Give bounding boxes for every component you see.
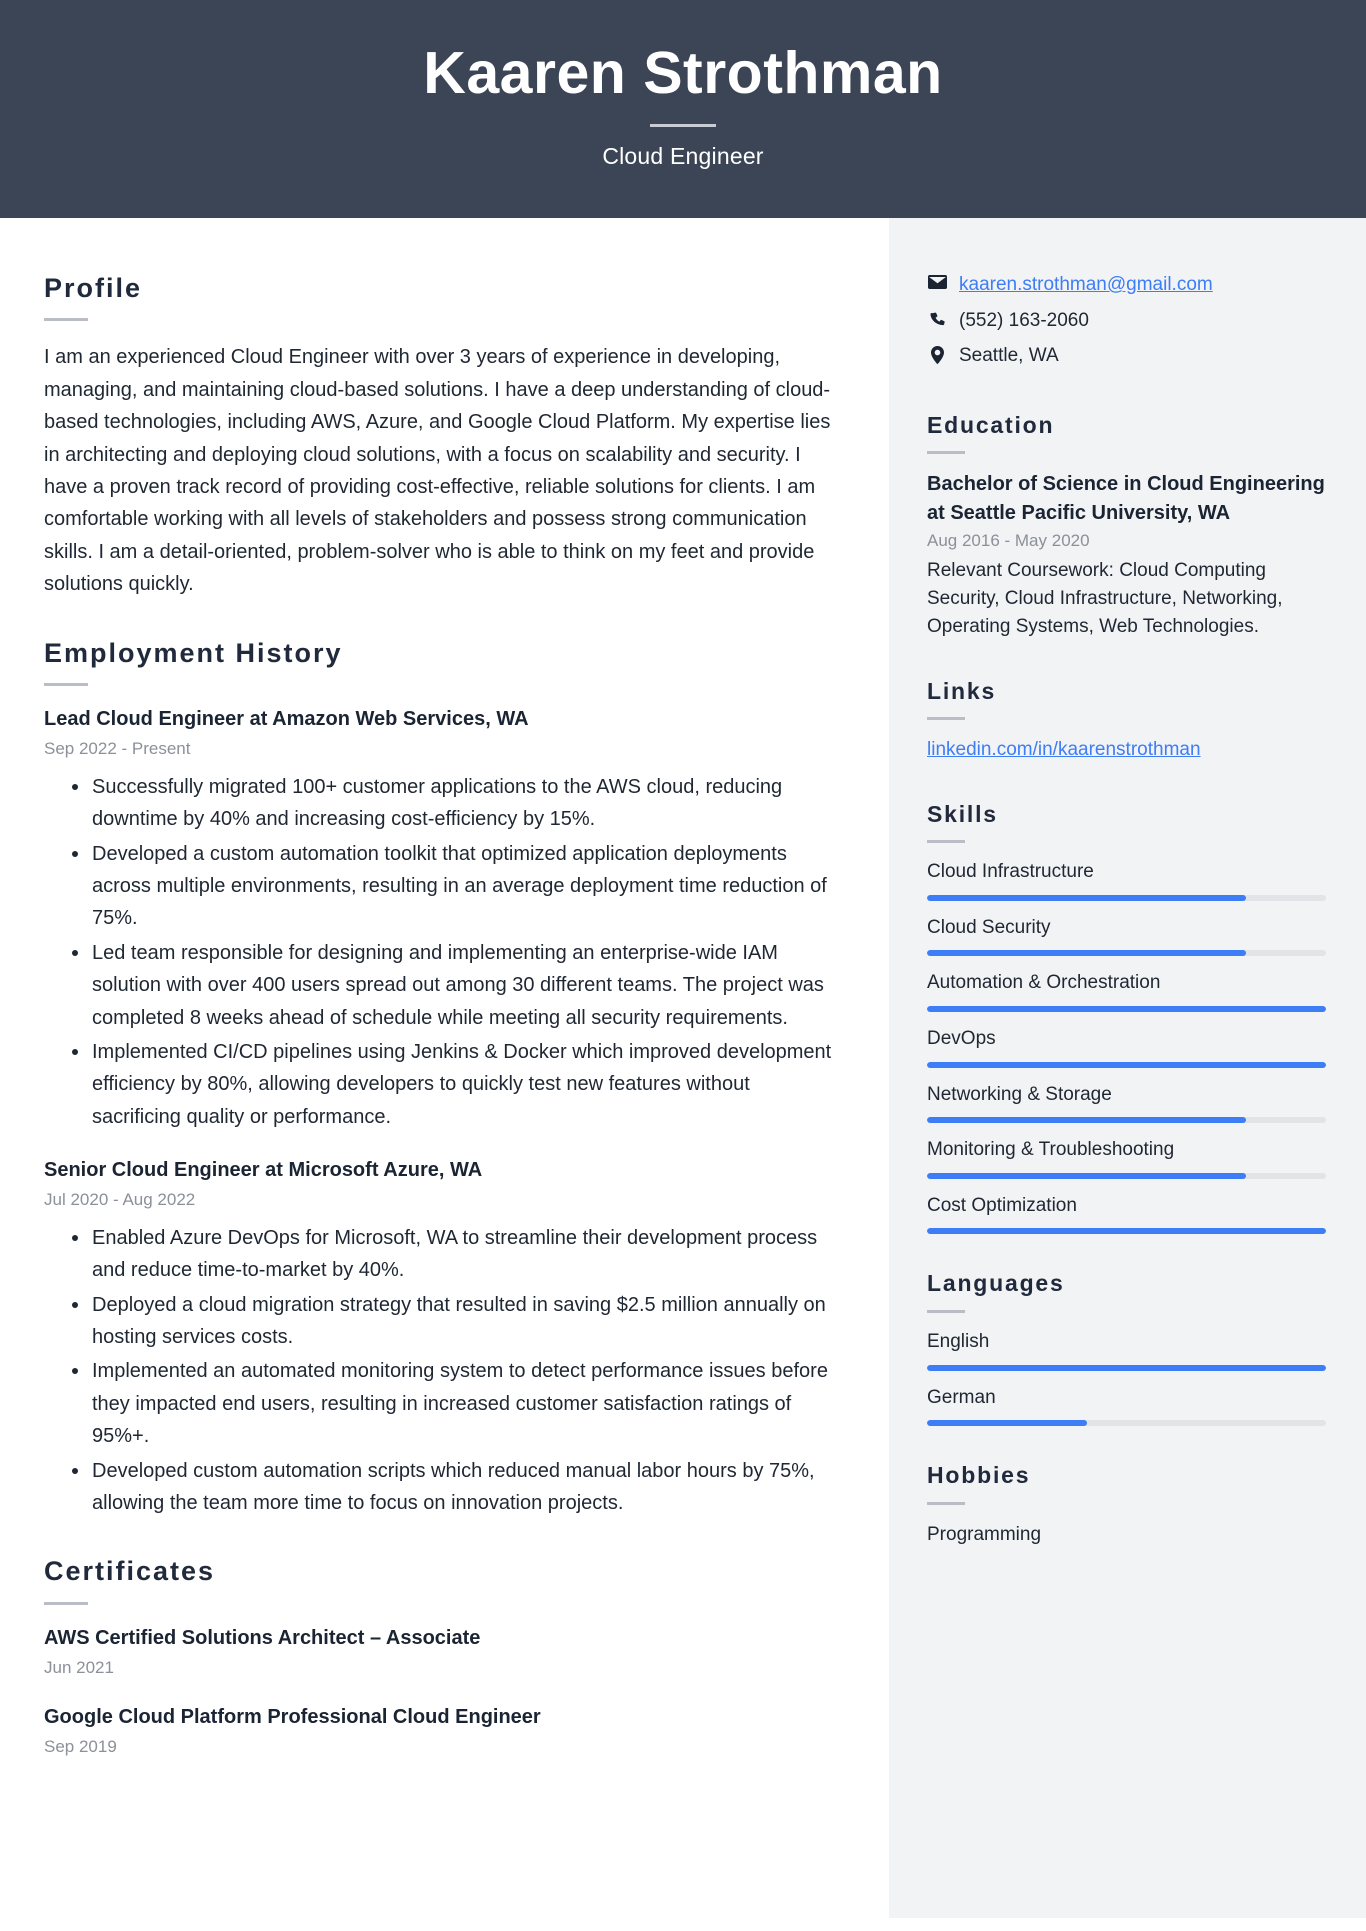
skill-level-bar xyxy=(927,1173,1326,1179)
main-column xyxy=(0,218,889,1918)
skill xyxy=(927,859,1326,901)
languages-heading-rule xyxy=(927,1310,965,1313)
certificate-entry xyxy=(44,1704,837,1759)
profile-text: I am an experienced Cloud Engineer with over 3 years of experience in developing, managing, and maintaining cloud-based solutions. I have a deep understanding of cloud-based technologies, including AWS, Azure, and Google Cloud Platform. My expertise lies in architecting and deploying cloud solutions, with a focus on scalability and security. I have a proven track record of providing cost-effective, reliable solutions for clients. I am comfortable working with all levels of stakeholders and possess strong communication skills. I am a detail-oriented, problem-solver who is able to think on my feet and provide solutions quickly. xyxy=(44,346,831,596)
skill-level-fill xyxy=(927,895,1246,901)
certificates-heading-rule xyxy=(44,1602,88,1605)
skill-level-bar xyxy=(927,1228,1326,1234)
contact-row[interactable] xyxy=(927,272,1326,299)
contact-value: (552) 163-2060 xyxy=(959,309,1089,331)
envelope-icon xyxy=(927,272,947,289)
education-heading-rule xyxy=(927,451,965,454)
certificates-heading: Certificates xyxy=(44,1556,216,1587)
section-education xyxy=(927,412,1326,642)
skill xyxy=(927,1137,1326,1179)
contact-email-link[interactable]: kaaren.strothman@gmail.com xyxy=(959,274,1213,296)
employment-bullet: Implemented CI/CD pipelines using Jenkins & Docker which improved development efficiency by 80%, allowing developers to quickly test new features without sacrificing quality or performance. xyxy=(70,1036,837,1133)
profile-heading-rule xyxy=(44,318,88,321)
skill-level-fill xyxy=(927,1006,1326,1012)
sidebar-column xyxy=(889,218,1366,1918)
employment-job-date: Jul 2020 - Aug 2022 xyxy=(44,1190,196,1210)
language-level-fill xyxy=(927,1365,1326,1371)
contact-row xyxy=(927,343,1326,370)
skills-list xyxy=(927,859,1326,1234)
section-certificates xyxy=(44,1555,837,1758)
skill xyxy=(927,915,1326,957)
contact-value: Seattle, WA xyxy=(959,345,1059,367)
contact-row xyxy=(927,308,1326,335)
languages-heading: Languages xyxy=(927,1270,1065,1297)
section-links xyxy=(927,678,1326,765)
skill-label: Monitoring & Troubleshooting xyxy=(927,1139,1175,1161)
employment-entry xyxy=(44,1157,837,1519)
skill-level-fill xyxy=(927,1117,1246,1123)
education-description: Relevant Coursework: Cloud Computing Security, Cloud Infrastructure, Networking, Operating Systems, Web Technologies. xyxy=(927,560,1283,638)
skill-label: Automation & Orchestration xyxy=(927,972,1161,994)
skill-level-bar xyxy=(927,1117,1326,1123)
employment-bullet: Led team responsible for designing and implementing an enterprise-wide IAM solution with over 400 users spread out among 30 different teams. The project was completed 8 weeks ahead of schedule while meeting all security requirements. xyxy=(70,937,837,1034)
language xyxy=(927,1385,1326,1427)
certificate-title: AWS Certified Solutions Architect – Associate xyxy=(44,1626,481,1649)
employment-bullet: Deployed a cloud migration strategy that resulted in saving $2.5 million annually on hosting services costs. xyxy=(70,1289,837,1354)
profile-link[interactable]: linkedin.com/in/kaarenstrothman xyxy=(927,739,1201,761)
section-skills xyxy=(927,801,1326,1235)
employment-bullet: Developed custom automation scripts which reduced manual labor hours by 75%, allowing the team more time to focus on innovation projects. xyxy=(70,1455,837,1520)
language-level-fill xyxy=(927,1420,1087,1426)
education-heading: Education xyxy=(927,411,1055,438)
skill-label: Networking & Storage xyxy=(927,1083,1112,1105)
skill-label: Cloud Infrastructure xyxy=(927,861,1094,883)
skill xyxy=(927,970,1326,1012)
phone-icon xyxy=(927,308,947,328)
skill-level-bar xyxy=(927,950,1326,956)
hobby-item: Programming xyxy=(927,1523,1042,1545)
profile-heading: Profile xyxy=(44,273,143,304)
resume-header xyxy=(0,0,1366,218)
skill xyxy=(927,1026,1326,1068)
skill-level-bar xyxy=(927,1006,1326,1012)
skill-level-bar xyxy=(927,1062,1326,1068)
language-label: German xyxy=(927,1386,996,1408)
links-list xyxy=(927,736,1326,765)
skills-heading-rule xyxy=(927,840,965,843)
section-languages xyxy=(927,1270,1326,1426)
contact-list xyxy=(927,272,1326,370)
education-date: Aug 2016 - May 2020 xyxy=(927,531,1090,551)
skill xyxy=(927,1082,1326,1124)
certificate-date: Sep 2019 xyxy=(44,1736,117,1756)
certificate-entry xyxy=(44,1625,837,1680)
hobbies-heading-rule xyxy=(927,1502,965,1505)
resume-body xyxy=(0,218,1366,1918)
map-pin-icon xyxy=(927,343,947,364)
page-title: Kaaren Strothman xyxy=(423,40,943,106)
skill-label: DevOps xyxy=(927,1028,996,1050)
employment-bullet: Developed a custom automation toolkit that optimized application deployments across multiple environments, resulting in an average deployment time reduction of 75%. xyxy=(70,838,837,935)
hobbies-heading: Hobbies xyxy=(927,1462,1031,1489)
header-divider xyxy=(650,124,716,127)
employment-bullet: Enabled Azure DevOps for Microsoft, WA to streamline their development process and reduce time-to-market by 40%. xyxy=(70,1222,837,1287)
skill-level-fill xyxy=(927,950,1246,956)
employment-heading-rule xyxy=(44,683,88,686)
section-hobbies xyxy=(927,1462,1326,1549)
section-profile xyxy=(44,272,837,601)
skill-label: Cloud Security xyxy=(927,916,1051,938)
languages-list xyxy=(927,1329,1326,1426)
skill-level-bar xyxy=(927,895,1326,901)
education-degree: Bachelor of Science in Cloud Engineering at Seattle Pacific University, WA xyxy=(927,473,1325,524)
employment-bullet: Successfully migrated 100+ customer applications to the AWS cloud, reducing downtime by 40% and increasing cost-efficiency by 15%. xyxy=(70,771,837,836)
section-employment-history xyxy=(44,637,837,1520)
employment-entry xyxy=(44,706,837,1133)
employment-bullet: Implemented an automated monitoring system to detect performance issues before they impacted end users, resulting in increased customer satisfaction ratings of 95%+. xyxy=(70,1355,837,1452)
employment-job-date: Sep 2022 - Present xyxy=(44,738,191,758)
employment-job-title: Lead Cloud Engineer at Amazon Web Services, WA xyxy=(44,707,529,730)
language-level-bar xyxy=(927,1420,1326,1426)
skill xyxy=(927,1193,1326,1235)
employment-list xyxy=(44,706,837,1519)
certificates-list xyxy=(44,1625,837,1759)
language xyxy=(927,1329,1326,1371)
skills-heading: Skills xyxy=(927,800,998,827)
skill-label: Cost Optimization xyxy=(927,1194,1077,1216)
hobbies-list xyxy=(927,1521,1326,1550)
links-heading: Links xyxy=(927,677,997,704)
language-level-bar xyxy=(927,1365,1326,1371)
certificate-date: Jun 2021 xyxy=(44,1657,114,1677)
job-role-subtitle: Cloud Engineer xyxy=(602,143,764,170)
skill-level-fill xyxy=(927,1062,1326,1068)
links-heading-rule xyxy=(927,717,965,720)
employment-heading: Employment History xyxy=(44,637,343,668)
employment-bullet-list xyxy=(70,1222,837,1520)
skill-level-fill xyxy=(927,1228,1326,1234)
certificate-title: Google Cloud Platform Professional Cloud Engineer xyxy=(44,1705,541,1728)
employment-bullet-list xyxy=(70,771,837,1133)
employment-job-title: Senior Cloud Engineer at Microsoft Azure, WA xyxy=(44,1159,483,1182)
skill-level-fill xyxy=(927,1173,1246,1179)
language-label: English xyxy=(927,1331,990,1352)
